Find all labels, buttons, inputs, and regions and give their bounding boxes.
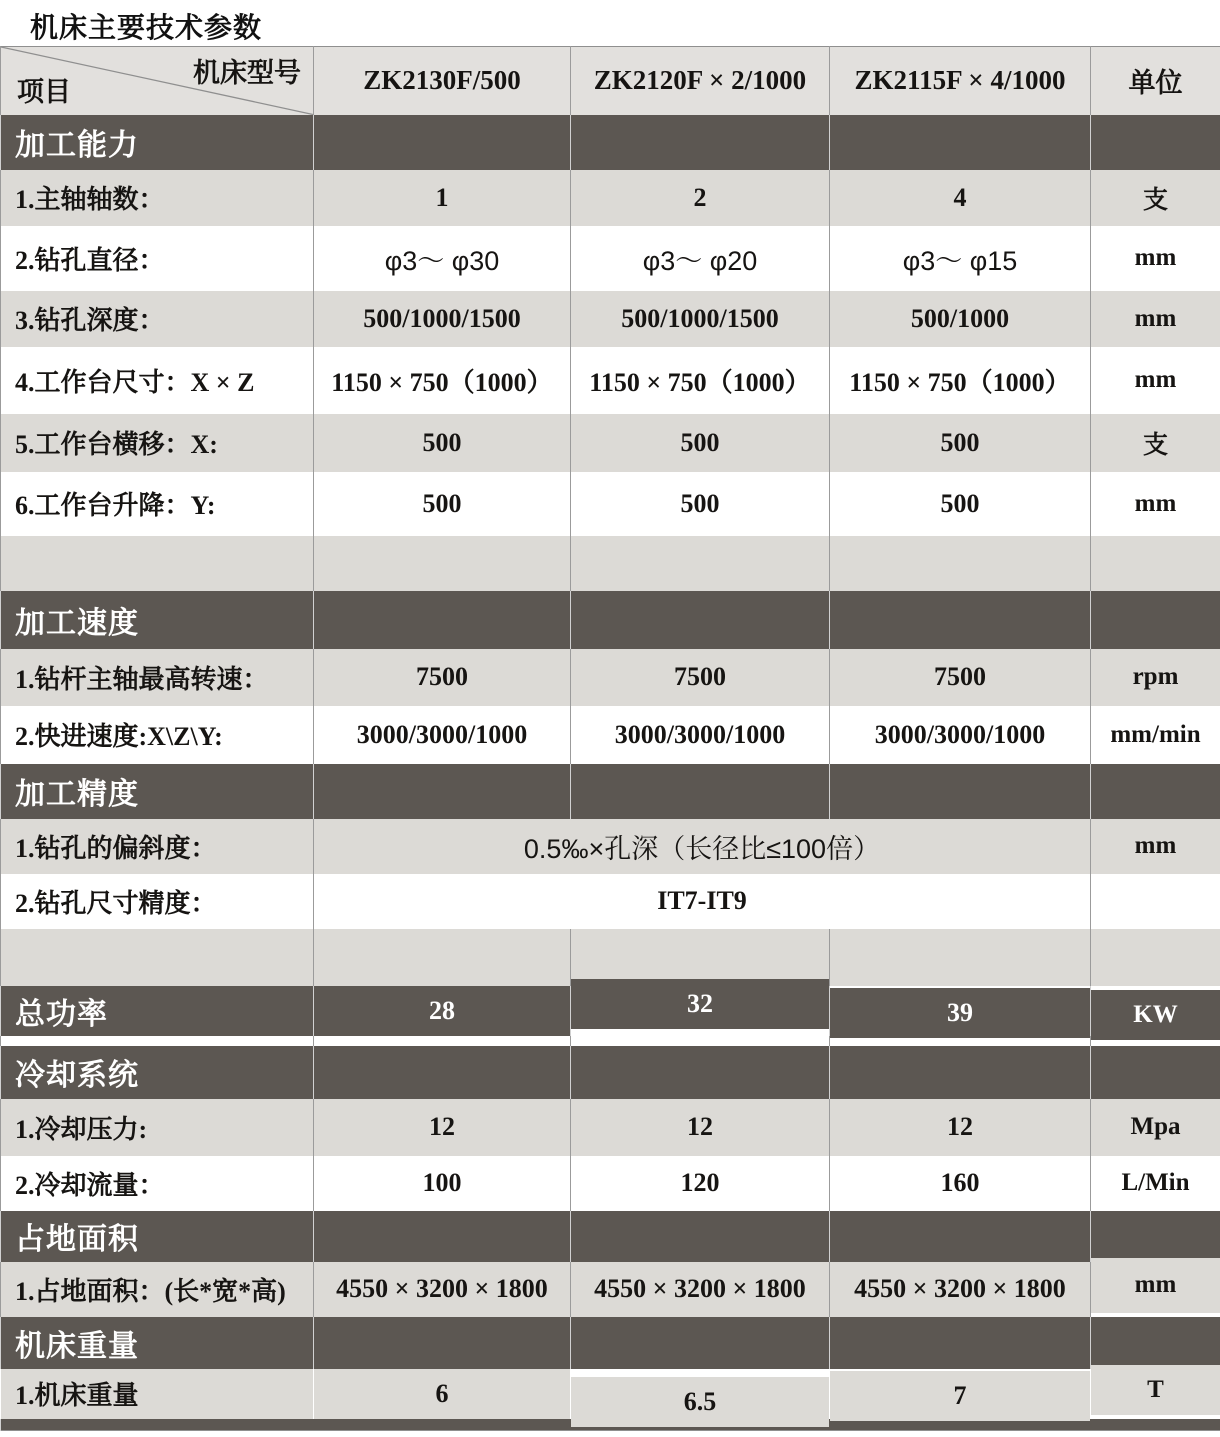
empty-cell — [314, 764, 571, 819]
table-row — [1, 226, 1220, 291]
header-model-cell: ZK2120F × 2/1000 — [571, 47, 830, 115]
row-label: 2.冷却流量： — [1, 1156, 314, 1211]
value-cell: 500 — [314, 414, 571, 472]
section-title: 机床重量 — [1, 1317, 314, 1369]
row-label: 2.钻孔尺寸精度： — [1, 874, 314, 929]
section-bar-speed — [1, 591, 1220, 649]
section-title: 加工精度 — [1, 764, 314, 819]
value-cell: 7 — [830, 1371, 1091, 1421]
table-row — [1, 874, 1220, 929]
table-row — [1, 347, 1220, 414]
empty-cell — [830, 764, 1091, 819]
value-cell: 3000/3000/1000 — [314, 706, 571, 764]
empty-cell — [830, 929, 1091, 986]
value-cell-merged: IT7-IT9 — [314, 874, 1091, 929]
header-model-cell: ZK2115F × 4/1000 — [830, 47, 1091, 115]
value-cell: 12 — [314, 1099, 571, 1156]
row-label: 1.主轴轴数： — [1, 170, 314, 226]
empty-cell — [1091, 536, 1220, 591]
empty-cell — [1091, 1211, 1220, 1262]
empty-cell — [1091, 115, 1220, 170]
unit-cell: mm — [1091, 472, 1220, 536]
empty-cell — [830, 1211, 1091, 1262]
table-row — [1, 1156, 1220, 1211]
section-title: 加工能力 — [1, 115, 314, 170]
value-cell: 3000/3000/1000 — [571, 706, 830, 764]
unit-cell: 支 — [1091, 414, 1220, 472]
table-row — [1, 414, 1220, 472]
section-bar-power — [1, 986, 1220, 1036]
empty-row — [1, 929, 1220, 986]
empty-cell — [1091, 1317, 1220, 1369]
corner-item-label: 项目 — [17, 76, 71, 107]
header-corner-cell — [1, 47, 314, 115]
empty-cell — [571, 1036, 830, 1046]
empty-cell — [1091, 1046, 1220, 1099]
empty-cell — [571, 1211, 830, 1262]
row-label: 1.冷却压力: — [1, 1099, 314, 1156]
empty-cell — [314, 591, 571, 649]
table-row — [1, 1099, 1220, 1156]
row-label: 1.占地面积：(长*宽*高) — [1, 1262, 314, 1317]
value-cell: 120 — [571, 1156, 830, 1211]
empty-cell — [571, 929, 830, 986]
section-title: 冷却系统 — [1, 1046, 314, 1099]
empty-cell — [314, 929, 571, 986]
unit-cell: mm/min — [1091, 706, 1220, 764]
empty-cell — [571, 536, 830, 591]
unit-cell: rpm — [1091, 649, 1220, 706]
row-label: 6.工作台升降：Y: — [1, 472, 314, 536]
table-row — [1, 819, 1220, 874]
value-cell: 160 — [830, 1156, 1091, 1211]
empty-cell — [1, 929, 314, 986]
value-cell: φ3～ φ30 — [314, 226, 571, 291]
value-cell: 12 — [830, 1099, 1091, 1156]
empty-cell — [1091, 591, 1220, 649]
row-label: 1.钻孔的偏斜度： — [1, 819, 314, 874]
empty-cell — [571, 1317, 830, 1369]
empty-cell — [314, 1317, 571, 1369]
value-cell: 4550 × 3200 × 1800 — [830, 1262, 1091, 1317]
section-title: 占地面积 — [1, 1211, 314, 1262]
empty-cell — [571, 764, 830, 819]
header-model-cell: ZK2130F/500 — [314, 47, 571, 115]
row-label: 5.工作台横移：X: — [1, 414, 314, 472]
value-cell: 1150 × 750（1000） — [571, 347, 830, 414]
value-cell: 12 — [571, 1099, 830, 1156]
value-cell: φ3～ φ20 — [571, 226, 830, 291]
empty-cell — [830, 591, 1091, 649]
value-cell: 1150 × 750（1000） — [314, 347, 571, 414]
unit-cell — [1091, 874, 1220, 929]
value-cell: 3000/3000/1000 — [830, 706, 1091, 764]
empty-cell — [1, 1036, 314, 1046]
unit-cell: mm — [1091, 291, 1220, 347]
empty-cell — [1091, 929, 1220, 986]
unit-cell: Mpa — [1091, 1099, 1220, 1156]
table-row — [1, 649, 1220, 706]
value-cell: 500 — [830, 472, 1091, 536]
value-cell: φ3～ φ15 — [830, 226, 1091, 291]
table-row — [1, 706, 1220, 764]
table-row — [1, 170, 1220, 226]
value-cell: 7500 — [571, 649, 830, 706]
section-bar-capability — [1, 115, 1220, 170]
table-row — [1, 291, 1220, 347]
page-title: 机床主要技术参数 — [30, 12, 263, 43]
empty-row — [1, 536, 1220, 591]
empty-cell — [1, 536, 314, 591]
value-cell: 39 — [830, 988, 1091, 1038]
unit-cell: 支 — [1091, 170, 1220, 226]
row-label: 3.钻孔深度： — [1, 291, 314, 347]
value-cell: 1150 × 750（1000） — [830, 347, 1091, 414]
empty-cell — [1091, 764, 1220, 819]
empty-cell — [571, 115, 830, 170]
header-row — [1, 47, 1220, 115]
table-row — [1, 1369, 1220, 1419]
empty-cell — [314, 536, 571, 591]
value-cell: 32 — [571, 979, 830, 1029]
value-cell: 7500 — [314, 649, 571, 706]
section-title: 加工速度 — [1, 591, 314, 649]
value-cell: 28 — [314, 986, 571, 1036]
empty-cell — [571, 591, 830, 649]
corner-model-label: 机床型号 — [193, 58, 301, 88]
value-cell: 7500 — [830, 649, 1091, 706]
unit-cell: T — [1091, 1365, 1220, 1415]
row-label: 1.钻杆主轴最高转速： — [1, 649, 314, 706]
empty-cell — [571, 1046, 830, 1099]
section-bar-precision — [1, 764, 1220, 819]
value-cell: 500 — [830, 414, 1091, 472]
value-cell: 4550 × 3200 × 1800 — [314, 1262, 571, 1317]
empty-cell — [314, 1211, 571, 1262]
header-unit-cell: 单位 — [1091, 47, 1220, 115]
value-cell-merged: 0.5‰×孔深（长径比≤100倍） — [314, 819, 1091, 874]
value-cell: 100 — [314, 1156, 571, 1211]
section-bar-cooling — [1, 1046, 1220, 1099]
row-label: 4.工作台尺寸：X × Z — [1, 347, 314, 414]
empty-cell — [830, 536, 1091, 591]
value-cell: 4 — [830, 170, 1091, 226]
unit-cell: mm — [1091, 819, 1220, 874]
spec-table — [0, 46, 1220, 1431]
value-cell: 4550 × 3200 × 1800 — [571, 1262, 830, 1317]
unit-cell: mm — [1091, 1258, 1220, 1313]
empty-cell — [830, 1046, 1091, 1099]
empty-cell — [830, 1317, 1091, 1369]
unit-cell: mm — [1091, 226, 1220, 291]
empty-cell — [314, 1046, 571, 1099]
section-bar-footprint — [1, 1211, 1220, 1262]
value-cell: 500/1000/1500 — [314, 291, 571, 347]
empty-cell — [830, 115, 1091, 170]
value-cell: 500/1000/1500 — [571, 291, 830, 347]
row-label: 2.快进速度:X\Z\Y: — [1, 706, 314, 764]
row-label: 2.钻孔直径： — [1, 226, 314, 291]
value-cell: 500 — [571, 472, 830, 536]
value-cell: 6.5 — [571, 1377, 830, 1427]
value-cell: 500/1000 — [830, 291, 1091, 347]
row-label: 1.机床重量 — [1, 1369, 314, 1419]
empty-cell — [314, 115, 571, 170]
value-cell: 1 — [314, 170, 571, 226]
value-cell: 6 — [314, 1369, 571, 1419]
value-cell: 500 — [571, 414, 830, 472]
section-bar-weight — [1, 1317, 1220, 1369]
table-row — [1, 1262, 1220, 1317]
value-cell: 500 — [314, 472, 571, 536]
unit-cell: mm — [1091, 347, 1220, 414]
section-title: 总功率 — [1, 986, 314, 1036]
unit-cell: L/Min — [1091, 1156, 1220, 1211]
unit-cell: KW — [1091, 990, 1220, 1040]
table-row — [1, 472, 1220, 536]
value-cell: 2 — [571, 170, 830, 226]
empty-cell — [314, 1036, 571, 1046]
